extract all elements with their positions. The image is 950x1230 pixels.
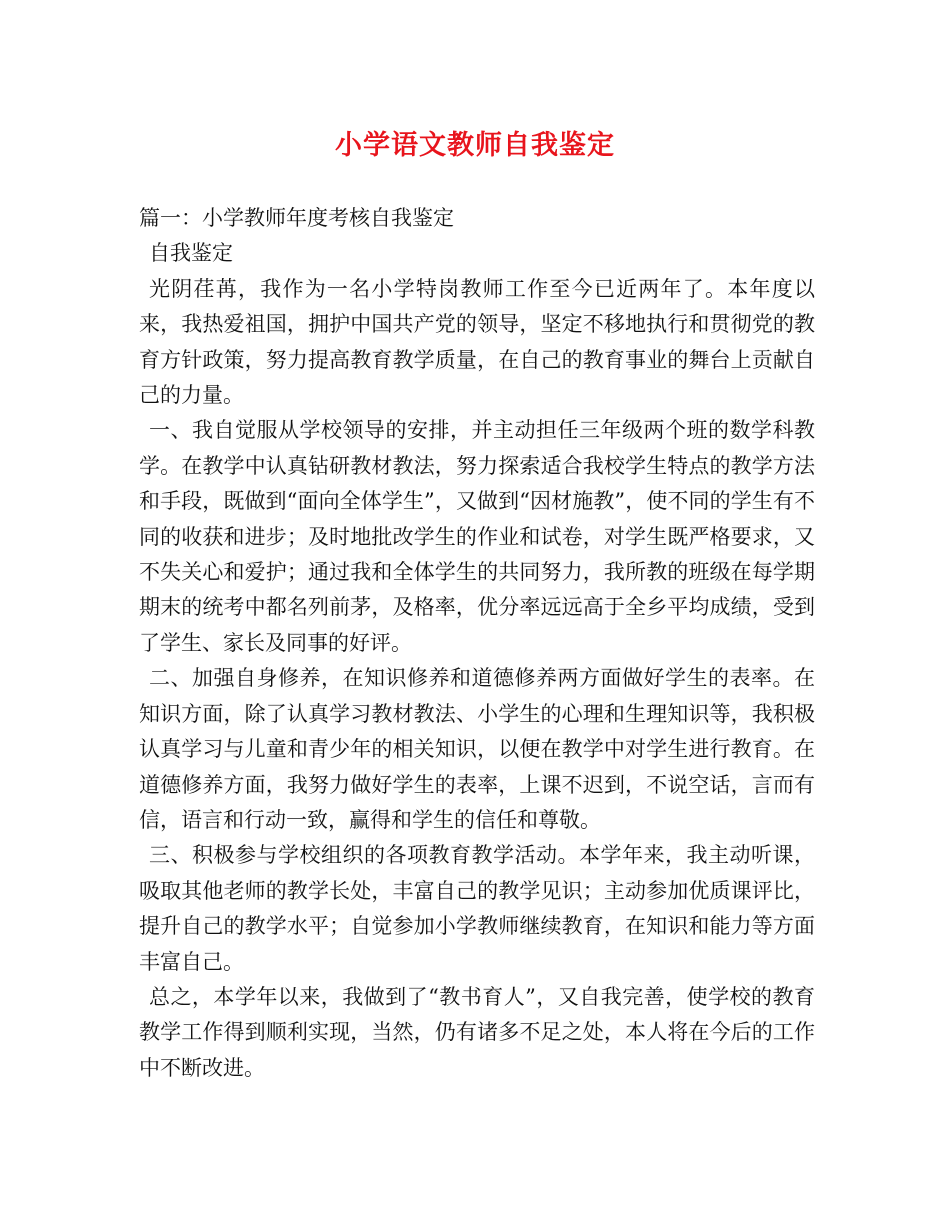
document-body bbox=[139, 201, 815, 1086]
paragraph-point-1: 一、我自觉服从学校领导的安排，并主动担任三年级两个班的数学科教学。在教学中认真钻研教材教法，努力探索适合我校学生特点的教学方法和手段，既做到“面向全体学生”，又做到“因材施教”，使不同的学生有不同的收获和进步；及时地批改学生的作业和试卷，对学生既严格要求，又不失关心和爱护；通过我和全体学生的共同努力，我所教的班级在每学期期末的统考中都名列前茅，及格率，优分率远远高于全乡平均成绩，受到了学生、家长及同事的好评。 bbox=[139, 418, 815, 655]
document-title: 小学语文教师自我鉴定 bbox=[335, 130, 615, 161]
section-heading: 篇一：小学教师年度考核自我鉴定 bbox=[139, 206, 454, 230]
subheading: 自我鉴定 bbox=[149, 241, 233, 266]
paragraph-conclusion: 总之，本学年以来，我做到了“教书育人”，又自我完善，使学校的教育教学工作得到顺利实现，当然，仍有诸多不足之处，本人将在今后的工作中不断改进。 bbox=[139, 984, 815, 1080]
paragraph-point-2: 二、加强自身修养，在知识修养和道德修养两方面做好学生的表率。在知识方面，除了认真学习教材教法、小学生的心理和生理知识等，我积极认真学习与儿童和青少年的相关知识，以便在教学中对学生进行教育。在道德修养方面，我努力做好学生的表率，上课不迟到，不说空话，言而有信，语言和行动一致，赢得和学生的信任和尊敬。 bbox=[139, 666, 815, 832]
paragraph-point-3: 三、积极参与学校组织的各项教育教学活动。本学年来，我主动听课，吸取其他老师的教学长处，丰富自己的教学见识；主动参加优质课评比，提升自己的教学水平；自觉参加小学教师继续教育，在知识和能力等方面丰富自己。 bbox=[139, 843, 815, 974]
paragraph-intro: 光阴荏苒，我作为一名小学特岗教师工作至今已近两年了。本年度以来，我热爱祖国，拥护中国共产党的领导，坚定不移地执行和贯彻党的教育方针政策，努力提高教育教学质量，在自己的教育事业的舞台上贡献自己的力量。 bbox=[139, 276, 815, 408]
